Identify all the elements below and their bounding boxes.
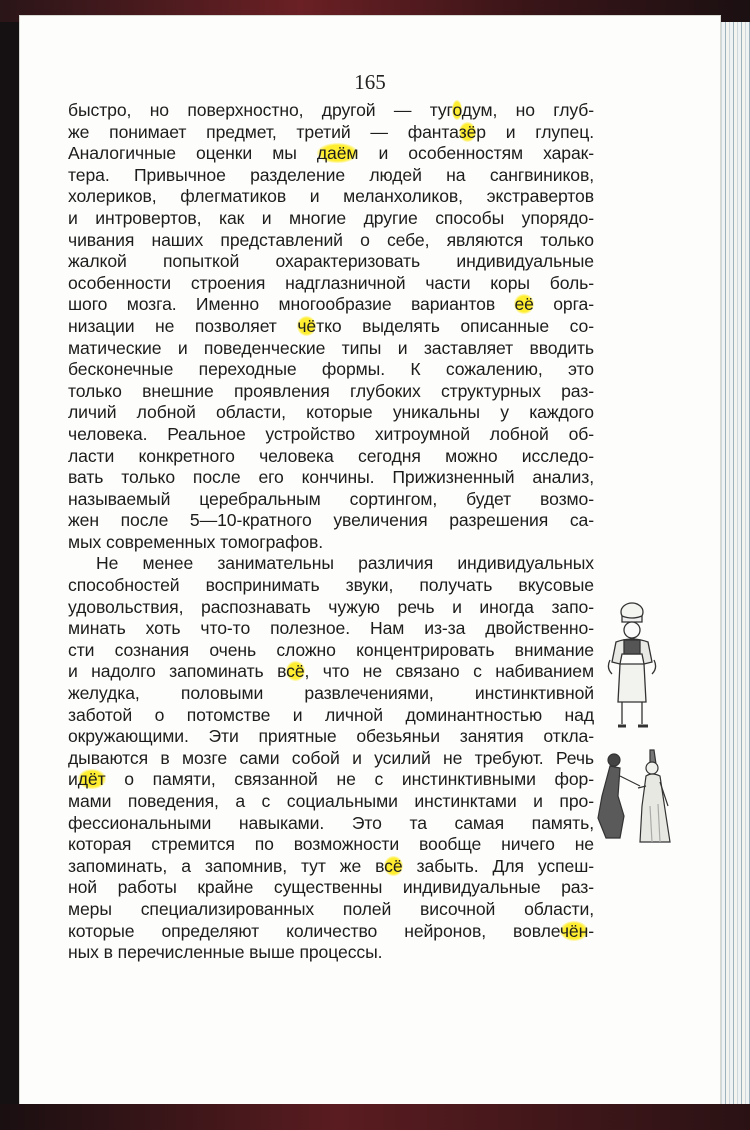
chef-figure-icon: [592, 598, 672, 734]
text-line: [68, 618, 594, 640]
text-line: [68, 165, 594, 187]
text-line: [68, 489, 594, 511]
text-segment: жалкой попыткой охарактеризовать индивидуальные: [68, 251, 594, 272]
text-line: [68, 921, 594, 943]
text-segment: которые определяют количество нейронов, вовле: [68, 920, 560, 941]
text-segment: только внешние проявления глубоких структурных раз-: [68, 380, 594, 401]
text-segment: и надолго запоминать в: [68, 661, 287, 682]
text-line: [68, 273, 594, 295]
text-line: [68, 251, 594, 273]
text-segment: ной работы крайне существенны индивидуальные раз-: [68, 877, 594, 898]
text-line: [68, 446, 594, 468]
text-segment: человека. Реальное устройство хитроумной лобной об-: [68, 423, 594, 444]
text-line: [68, 575, 594, 597]
text-segment: жен после 5—10-кратного увеличения разрешения са-: [68, 510, 594, 531]
text-line: [68, 856, 594, 878]
text-segment: меры специализированных полей височной области,: [68, 898, 594, 919]
text-segment: Аналогичные оценки мы: [68, 143, 317, 164]
text-segment: особенности строения надглазничной части коры боль-: [68, 272, 594, 293]
text-segment: шого мозга. Именно многообразие вариантов: [68, 294, 515, 315]
text-segment: дываются в мозге сами собой и усилий не требуют. Речь: [68, 747, 594, 768]
text-segment: бесконечные переходные формы. К сожалению, это: [68, 359, 594, 380]
text-line: [68, 122, 594, 144]
text-line: [68, 402, 594, 424]
text-line: [68, 942, 594, 964]
text-line: [68, 726, 594, 748]
text-segment: называемый церебральным сортингом, будет возмо-: [68, 488, 594, 509]
text-segment: холериков, флегматиков и меланхоликов, экстравертов: [68, 186, 594, 207]
text-line: [68, 597, 594, 619]
text-line: [68, 553, 594, 575]
text-segment: тко выделять описанные со-: [316, 315, 594, 336]
highlighted-yo-letter: сё: [286, 661, 305, 682]
text-segment: мами поведения, а с социальными инстинктами и про-: [68, 791, 594, 811]
text-line: [68, 467, 594, 489]
text-segment: же понимает предмет, третий — фанта: [68, 121, 459, 142]
text-segment: мых современных томографов.: [68, 531, 324, 552]
text-segment: матические и поведенческие типы и заставляет вводить: [68, 337, 594, 358]
text-line: [68, 338, 594, 360]
text-line: [68, 100, 594, 122]
text-segment: сти сознания очень сложно концентрировать внимание: [68, 639, 594, 660]
text-line: [68, 316, 594, 338]
two-women-figure-icon: [580, 746, 688, 846]
text-line: [68, 748, 594, 770]
text-segment: удовольствия, распознавать чужую речь и иногда запо-: [68, 596, 594, 617]
text-segment: низации не позволяет: [68, 315, 298, 336]
text-line: [68, 143, 594, 165]
text-segment: чивания наших представлений о себе, являются только: [68, 229, 594, 250]
text-line: [68, 186, 594, 208]
highlighted-yo-letter: чён: [559, 920, 589, 941]
text-segment: и особенностям харак-: [358, 143, 594, 164]
text-line: [68, 705, 594, 727]
text-segment: минать хоть что-то полезное. Нам из-за двойственно-: [68, 618, 594, 639]
text-segment: запоминать, а запомнив, тут же в: [68, 855, 385, 876]
text-line: [68, 381, 594, 403]
text-segment: забыть. Для успеш-: [402, 855, 594, 876]
text-segment: и: [68, 769, 78, 790]
text-segment: личий лобной области, которые уникальны у каждого: [68, 402, 594, 423]
highlighted-yo-letter: её: [514, 294, 534, 315]
text-line: [68, 834, 594, 856]
highlighted-yo-letter: даём: [316, 143, 359, 164]
text-line: [68, 359, 594, 381]
text-line: [68, 899, 594, 921]
text-line: [68, 791, 594, 813]
body-text: [68, 100, 594, 964]
text-line: [68, 683, 594, 705]
text-segment: способностей воспринимать звуки, получать вкусовые: [68, 575, 594, 596]
text-line: [68, 661, 594, 683]
text-segment: ласти конкретного человека сегодня можно исследо-: [68, 445, 594, 466]
text-line: [68, 640, 594, 662]
text-segment: и интровертов, как и многие другие способы упорядо-: [68, 207, 594, 228]
text-segment: , что не связано с набиванием: [304, 661, 594, 682]
highlighted-yo-letter: дёт: [77, 769, 106, 790]
page-number: 165: [354, 70, 386, 94]
text-segment: ных в перечисленные выше процессы.: [68, 942, 383, 963]
text-line: [68, 230, 594, 252]
text-line: [68, 510, 594, 532]
highlighted-yo-letter: зё: [458, 121, 477, 142]
text-line: [68, 208, 594, 230]
text-segment: быстро, но поверхностно, другой — туг: [68, 100, 453, 120]
text-segment: дум, но глуб-: [461, 100, 594, 120]
text-segment: о памяти, связанной не с инстинктивными фор-: [105, 769, 594, 790]
highlighted-yo-letter: о: [452, 100, 462, 120]
text-segment: заботой о потомстве и личной доминантностью над: [68, 704, 594, 725]
text-segment: орга-: [533, 294, 594, 315]
page-stack-edge: [718, 22, 750, 1112]
text-segment: которая стремится по возможности вообще ничего не: [68, 834, 594, 855]
text-segment: Не менее занимательны различия индивидуальных: [96, 553, 594, 574]
book-cover-edge-bottom: [0, 1104, 750, 1130]
highlighted-yo-letter: сё: [384, 855, 403, 876]
text-segment: вать только после его кончины. Прижизненный анализ,: [68, 467, 594, 488]
text-line: [68, 424, 594, 446]
text-segment: тера. Привычное разделение людей на сангвиников,: [68, 164, 594, 185]
text-segment: фессиональными навыками. Это та самая память,: [68, 812, 594, 833]
text-line: [68, 532, 594, 554]
text-line: [68, 294, 594, 316]
text-line: [68, 877, 594, 899]
text-segment: желудка, половыми развлечениями, инстинктивной: [68, 683, 594, 704]
text-line: [68, 769, 594, 791]
text-segment: -: [588, 920, 594, 941]
text-segment: окружающими. Эти приятные обезьяньи занятия откла-: [68, 726, 594, 747]
book-page: [20, 16, 720, 1112]
text-line: [68, 813, 594, 835]
highlighted-yo-letter: чё: [297, 315, 317, 336]
text-segment: р и глупец.: [476, 121, 594, 142]
